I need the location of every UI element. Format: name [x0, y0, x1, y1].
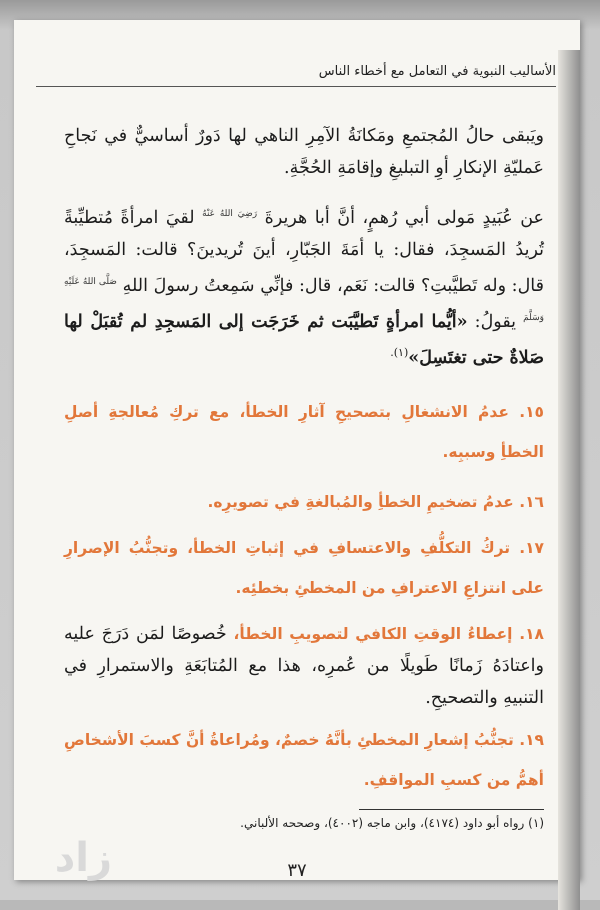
- point-number: ١٦.: [519, 493, 544, 511]
- footnote: (١) رواه أبو داود (٤١٧٤)، وابن ماجه (٤٠٠٢)، وصححه الألباني.: [240, 816, 544, 830]
- point-text: تجنُّبُ إشعارِ المخطئِ بأنَّهُ خصمٌ، ومُراعاةُ أنَّ كسبَ الأشخاصِ أهمُّ من كسبِ المواقفِ.: [64, 731, 544, 789]
- point-rest: خُصوصًا لمَن دَرَجَ عليه واعتادَهُ زَمانًا طَويلًا من عُمرِه، هذا مع المُتابَعَةِ والاستمرارِ في التنبيهِ والتصحيحِ.: [64, 624, 544, 708]
- page-edge: [558, 50, 580, 910]
- point-15: [64, 392, 544, 472]
- point-number: ١٧.: [519, 539, 544, 557]
- header-rule: [36, 86, 556, 87]
- point-17: [64, 528, 544, 608]
- story-part-2: لقيَ امرأةً مُتطيِّبةً تُريدُ المَسجِدَ، فقال: يا أمَةَ الجَبّارِ، أينَ تُريدينَ؟ قالت: المَسجِدَ، قال: وله تَطيَّبتِ؟ قالت: نَعَم، قال: فإنِّي سَمِعتُ رسولَ اللهِ: [64, 207, 544, 296]
- point-heading: إعطاءُ الوقتِ الكافي لتصويبِ الخطأ،: [233, 625, 513, 643]
- footnote-rule: [359, 809, 544, 810]
- point-18: [64, 618, 544, 714]
- point-text: تركُ التكلُّفِ والاعتسافِ في إثباتِ الخطأ، وتجنُّبُ الإصرارِ على انتزاعِ الاعترافِ من المخطئِ بخطئِه.: [64, 539, 544, 597]
- point-16: [64, 482, 544, 522]
- point-number: ١٩.: [519, 731, 544, 749]
- hadith-quote: «أيُّما امرأةٍ تَطيَّبَت ثم خَرَجَت إلى المَسجِدِ لم تُقبَلْ لها صَلاةٌ حتى تغتَسِلَ»: [64, 311, 544, 369]
- story-part-3: يقولُ:: [474, 311, 517, 332]
- book-page: [14, 20, 580, 880]
- intro-paragraph: ويَبقى حالُ المُجتمعِ ومَكانَةُ الآمِرِ الناهي لها دَورٌ أساسيٌّ في نَجاحِ عَمليّةِ الإنكارِ أوِ التبليغِ وإقامَةِ الحُجَّةِ.: [64, 126, 544, 178]
- honorific-radiallahu: رَضِيَ اللهُ عَنْهُ: [202, 209, 258, 219]
- point-text: عدمُ تضخيمِ الخطأِ والمُبالغةِ في تصويرِه.: [207, 493, 514, 511]
- honorific-salallahu: صَلَّى اللهُ عَلَيْهِ وَسَلَّمَ: [64, 276, 544, 323]
- point-19: [64, 720, 544, 800]
- point-text: عدمُ الانشغالِ بتصحيحِ آثارِ الخطأ، مع تركِ مُعالجةِ أصلِ الخطأِ وسببِه.: [64, 403, 544, 461]
- running-header: الأساليب النبوية في التعامل مع أخطاء الناس: [318, 64, 556, 79]
- watermark-logo: زاد: [54, 835, 112, 881]
- story-part-1: عن عُبَيدٍ مَولى أبي رُهمٍ، أنَّ أبا هريرةَ: [264, 207, 544, 228]
- point-number: ١٨.: [519, 625, 544, 643]
- page-number: ٣٧: [287, 860, 307, 881]
- footnote-reference: (١).: [390, 346, 409, 360]
- point-number: ١٥.: [519, 403, 544, 421]
- story-paragraph: [64, 198, 544, 374]
